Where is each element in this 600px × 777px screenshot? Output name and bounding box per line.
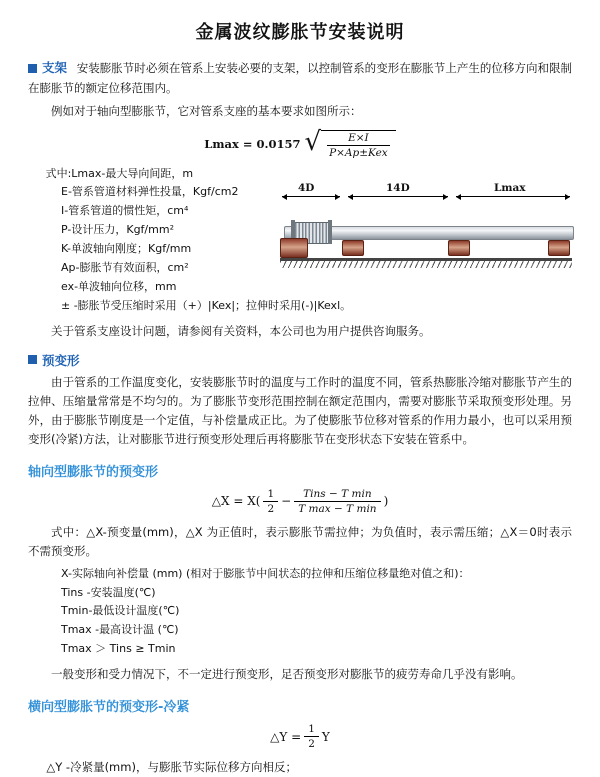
section-support-text-2: 例如对于轴向型膨胀节，它对管系支座的基本要求如图所示： (51, 103, 362, 118)
axial-predeform-note: 式中：△X-预变量(mm)，△X 为正值时，表示膨胀节需拉伸；为负值时，表示需压缩；△X＝0时表示不需预变形。 (28, 524, 572, 558)
lmax-formula-lhs: Lmax = 0.0157 (204, 136, 301, 151)
dim-arrow-14d (348, 196, 448, 197)
flange-right (328, 220, 332, 244)
support-guide-2 (448, 240, 470, 256)
list-item: X-实际轴向补偿量 (mm) (相对于膨胀节中间状态的拉伸和压缩位移量绝对值之和)： (61, 566, 470, 580)
axial-predeform-equation (28, 488, 572, 515)
section-predeform-heading: 预变形 (42, 352, 80, 368)
dim-label-14d: 14D (386, 182, 410, 194)
axial-expansion-joint-diagram (276, 182, 576, 292)
axial-legend-list (28, 565, 572, 660)
section-predeform-text: 由于管系的工作温度变化，安装膨胀节时的温度与工作时的温度不同，管系热膨胀冷缩对膨胀节产生的拉伸、压缩量常常是不均匀的。为了膨胀节变形范围控制在额定范围内，需要对膨胀节采取预变形处理。另外，由于膨胀节刚度是一个定值，与补偿量成正比。为了使膨胀节位移对管系的作用力最小，也可以采用预变形(冷紧)方法，让对膨胀节进行预变形处理后再将膨胀节在变形状态下安装在管系中。 (28, 374, 572, 446)
fraction-denominator: 2 (304, 736, 319, 750)
list-item: I-管系管道的惯性矩，cm⁴ (61, 204, 189, 218)
equation-rhs: Y (321, 729, 330, 744)
list-item: Tmin-最低设计温度(℃) (61, 604, 180, 618)
equation-minus: − (281, 494, 292, 509)
list-item: ex-单波轴向位移，mm (61, 280, 177, 293)
bullet-square-icon (28, 64, 37, 73)
list-item: P-设计压力，Kgf/mm² (61, 223, 174, 237)
sqrt-symbol-icon: √ $\frac{E\times I}{\text{P×Ap±Kex}}$ (304, 129, 395, 159)
section-predeform-heading-row (28, 351, 572, 369)
list-item: Tmax -最高设计温 (℃) (61, 623, 179, 637)
ratio-denominator: T max − T min (294, 501, 380, 515)
equation-lhs: △X = X( (211, 494, 261, 509)
bullet-square-icon (28, 355, 37, 364)
ground-hatch (280, 261, 572, 268)
equation-lhs: △Y = (270, 729, 302, 744)
one-half-fraction (263, 488, 278, 515)
fraction-denominator: 2 (263, 501, 278, 515)
section-support-text-1: 安装膨胀节时必须在管系上安装必要的支架，以控制管系的变形在膨胀节上产生的位移方向和限制在膨胀节的额定位移范围内。 (28, 60, 573, 95)
lateral-coldpull-note: △Y -冷紧量(mm)，与膨胀节实际位移方向相反； (46, 760, 297, 775)
equation-rhs: ) (383, 494, 389, 509)
subsection-axial-heading: 轴向型膨胀节的预变形 (28, 464, 159, 480)
section-support-heading: 支架 (42, 60, 68, 75)
lmax-numerator: E×I (348, 131, 369, 144)
temperature-ratio-fraction (294, 488, 380, 515)
list-item: Tmax ＞ Tins ≥ Tmin (61, 642, 176, 656)
dim-arrow-4d (282, 196, 340, 197)
section-support-para-1 (28, 58, 572, 98)
list-item: 式中:Lmax-最大导向间距，m (45, 166, 194, 180)
support-guide-1 (342, 240, 364, 256)
dim-arrow-lmax (456, 196, 570, 197)
lmax-denominator: P×Ap±Kex (329, 146, 388, 159)
lmax-formula (28, 126, 572, 159)
fraction-numerator: 1 (267, 487, 275, 500)
page-title: 金属波纹膨胀节安装说明 (195, 22, 405, 43)
support-anchor (280, 238, 308, 258)
list-item: Tins -安装温度(℃) (61, 585, 156, 599)
list-item: E-管系管道材料弹性投量，Kgf/cm2 (61, 185, 239, 199)
fraction-numerator: 1 (308, 723, 315, 736)
dim-label-4d: 4D (298, 182, 315, 194)
section-support-closing: 关于管系支座设计问题，请参阅有关资料，本公司也为用户提供咨询服务。 (51, 323, 431, 338)
subsection-lateral-heading: 横向型膨胀节的预变形-冷紧 (28, 700, 190, 716)
dim-label-lmax: Lmax (494, 182, 526, 194)
list-item: ± -膨胀节受压缩时采用（+）|Kex|；拉伸时采用(-)|Kexl。 (61, 298, 352, 312)
axial-predeform-closing: 一般变形和受力情况下，不一定进行预变形，足否预变形对膨胀节的疲劳寿命几乎没有影响。 (51, 667, 523, 682)
list-item: Ap-膨胀节有效面积，cm² (61, 261, 189, 275)
support-guide-3 (548, 240, 570, 256)
ratio-numerator: Tins − T min (303, 487, 372, 500)
list-item: K-单波轴向刚度；Kgf/mm (61, 242, 192, 256)
